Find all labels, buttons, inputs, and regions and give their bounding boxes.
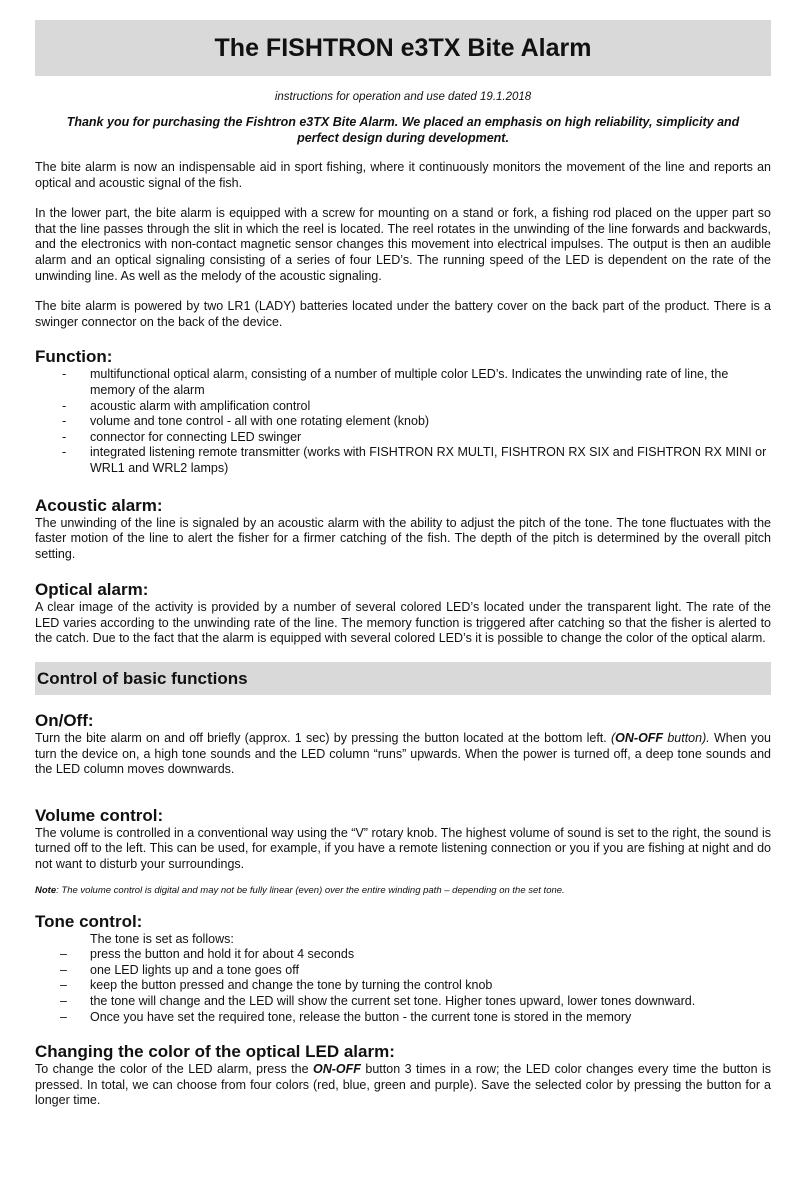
thanks-paragraph: Thank you for purchasing the Fishtron e3TX Bite Alarm. We placed an emphasis on high reliability, simplicity and perfect design during development. — [66, 115, 740, 145]
list-item: – one LED lights up and a tone goes off — [35, 963, 771, 979]
intro-paragraph-3: The bite alarm is powered by two LR1 (LADY) batteries located under the battery cover on the back part of the product. There is a swinger connector on the back of the device. — [35, 299, 771, 329]
intro-paragraph-2: In the lower part, the bite alarm is equipped with a screw for mounting on a stand or fork, a fishing rod placed on the upper part so that the line passes through the slit in which the reel is located. The reel rotates in the unwinding of the line forwards and backwards, and the electronics with non-contact magnetic sensor changes this movement into electrical impulses. The output is then an audible alarm and an optical signaling consisting of a series of four LED’s. The running speed of the LED is dependent on the rate of the unwinding line. As well as the melody of the acoustic signaling. — [35, 206, 771, 283]
control-heading: Control of basic functions — [37, 668, 248, 688]
optical-paragraph: A clear image of the activity is provided by a number of several colored LED’s located under the transparent light. The rate of the LED varies according to the unwinding rate of the line. The memory function is triggered after catching so that the fisher is alerted to the catch. Due to the fact that the alarm is equipped with several colored LED’s it is possible to change the color of the optical alarm. — [35, 600, 771, 646]
onoff-paragraph: Turn the bite alarm on and off briefly (approx. 1 sec) by pressing the button located at the bottom left. (ON-OFF button). When you turn the device on, a high tone sounds and the LED column “runs” upwards. When the power is turned off, a deep tone sounds and the LED column moves downwards. — [35, 731, 771, 777]
color-heading: Changing the color of the optical LED alarm: — [35, 1042, 395, 1062]
list-item: – keep the button pressed and change the tone by turning the control knob — [35, 978, 771, 994]
function-heading: Function: — [35, 347, 113, 367]
volume-note: Note: The volume control is digital and may not be fully linear (even) over the entire winding path – depending on the set tone. — [35, 884, 565, 896]
list-item: – Once you have set the required tone, release the button - the current tone is stored in the memory — [35, 1010, 771, 1026]
document-page — [35, 20, 771, 1109]
optical-heading: Optical alarm: — [35, 580, 149, 600]
list-item: - connector for connecting LED swinger — [35, 430, 771, 446]
list-item: - integrated listening remote transmitter (works with FISHTRON RX MULTI, FISHTRON RX SIX and FISHTRON RX MINI or WRL1 and WRL2 lamps) — [35, 445, 771, 476]
acoustic-heading: Acoustic alarm: — [35, 495, 163, 515]
acoustic-paragraph: The unwinding of the line is signaled by an acoustic alarm with the ability to adjust the pitch of the tone. The tone fluctuates with the faster motion of the line to alert the fisher for a firmer catching of the fish. The depth of the pitch is determined by the overall pitch setting. — [35, 515, 771, 561]
tone-intro: The tone is set as follows: — [90, 931, 234, 946]
list-item: - acoustic alarm with amplification control — [35, 399, 771, 415]
list-item: - volume and tone control - all with one rotating element (knob) — [35, 414, 771, 430]
title-bar — [35, 20, 771, 76]
document-title: The FISHTRON e3TX Bite Alarm — [214, 33, 592, 62]
tone-list — [35, 947, 771, 1025]
tone-heading: Tone control: — [35, 911, 143, 931]
color-paragraph: To change the color of the LED alarm, press the ON-OFF button 3 times in a row; the LED color changes every time the button is pressed. In total, we can choose from four colors (red, blue, green and purple). Save the selected color by pressing the button for a longer time. — [35, 1062, 771, 1108]
volume-paragraph: The volume is controlled in a conventional way using the “V” rotary knob. The highest volume of sound is set to the right, the sound is turned off to the left. This can be used, for example, if you have a remote listening connection or you if you are fishing at night and do not want to disturb your surroundings. — [35, 825, 771, 872]
function-list — [35, 367, 771, 476]
control-section-bar — [35, 662, 771, 695]
list-item: – press the button and hold it for about 4 seconds — [35, 947, 771, 963]
volume-heading: Volume control: — [35, 805, 164, 825]
list-item: – the tone will change and the LED will show the current set tone. Higher tones upward, lower tones downward. — [35, 994, 771, 1010]
intro-paragraph-1: The bite alarm is now an indispensable aid in sport fishing, where it continuously monitors the movement of the line and reports an optical and acoustic signal of the fish. — [35, 160, 771, 190]
dated-line: instructions for operation and use dated 19.1.2018 — [274, 91, 532, 103]
onoff-heading: On/Off: — [35, 711, 94, 731]
list-item: - multifunctional optical alarm, consisting of a number of multiple color LED’s. Indicates the unwinding rate of line, the memory of the alarm — [35, 367, 771, 398]
